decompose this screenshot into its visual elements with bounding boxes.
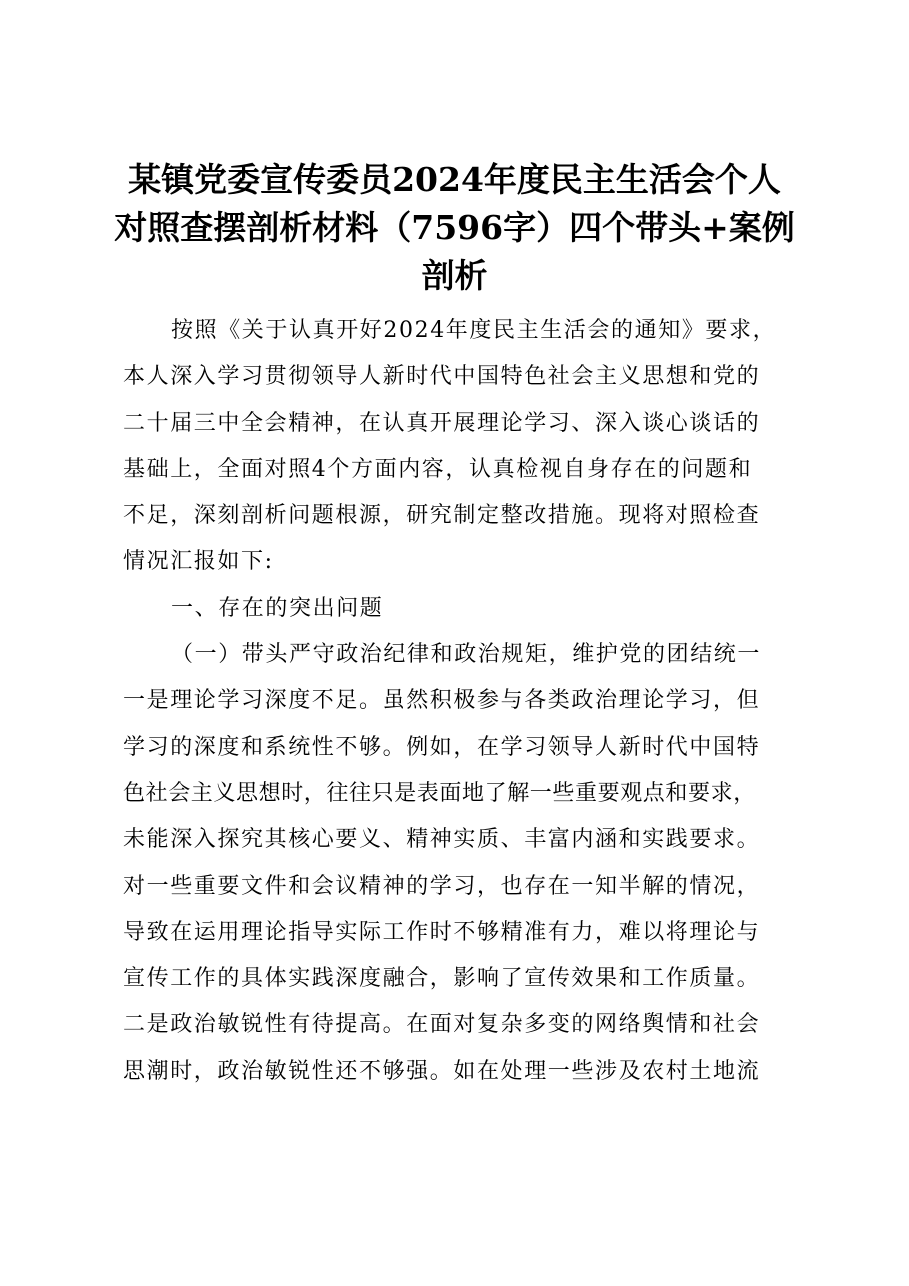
body-line: 导致在运用理论指导实际工作时不够精准有力，难以将理论与 xyxy=(123,919,761,945)
subsection-heading: （一）带头严守政治纪律和政治规矩，维护党的团结统一 xyxy=(171,642,762,668)
intro-line: 基础上，全面对照4个方面内容，认真检视自身存在的问题和 xyxy=(123,456,753,482)
body-line: 学习的深度和系统性不够。例如，在学习领导人新时代中国特 xyxy=(123,734,761,760)
body-line: 一是理论学习深度不足。虽然积极参与各类政治理论学习，但 xyxy=(123,688,761,714)
intro-line: 按照《关于认真开好2024年度民主生活会的通知》要求， xyxy=(171,318,777,343)
body-line: 对一些重要文件和会议精神的学习，也存在一知半解的情况， xyxy=(123,873,761,899)
title-line-2: 对照查摆剖析材料（7596字）四个带头+案例 xyxy=(114,208,795,247)
intro-line: 二十届三中全会精神，在认真开展理论学习、深入谈心谈话的 xyxy=(123,410,761,436)
title-line-3: 剖析 xyxy=(421,256,488,295)
intro-line: 情况汇报如下: xyxy=(123,549,274,575)
body-line: 二是政治敏锐性有待提高。在面对复杂多变的网络舆情和社会 xyxy=(123,1012,761,1038)
section-heading: 一、存在的突出问题 xyxy=(171,595,384,621)
intro-line: 本人深入学习贯彻领导人新时代中国特色社会主义思想和党的 xyxy=(123,364,761,390)
title-line-1: 某镇党委宣传委员2024年度民主生活会个人 xyxy=(128,160,781,199)
body-line: 宣传工作的具体实践深度融合，影响了宣传效果和工作质量。 xyxy=(123,966,761,992)
body-line: 未能深入探究其核心要义、精神实质、丰富内涵和实践要求。 xyxy=(123,827,761,853)
intro-line: 不足，深刻剖析问题根源，研究制定整改措施。现将对照检查 xyxy=(123,503,761,529)
body-line: 色社会主义思想时，往往只是表面地了解一些重要观点和要求， xyxy=(123,780,756,806)
document-body xyxy=(123,308,803,1095)
body-line: 思潮时，政治敏锐性还不够强。如在处理一些涉及农村土地流 xyxy=(123,1058,761,1084)
document-title xyxy=(100,156,809,300)
